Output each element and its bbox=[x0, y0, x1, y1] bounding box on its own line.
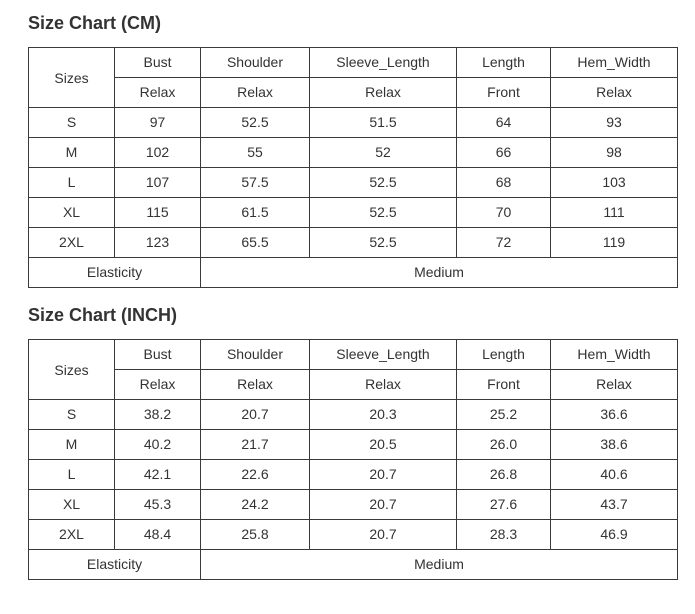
size-chart-inch-table bbox=[28, 339, 678, 580]
size-label-cell: 2XL bbox=[29, 228, 115, 258]
column-subheader: Relax bbox=[201, 78, 310, 108]
measurement-cell: 26.8 bbox=[457, 460, 551, 490]
column-subheader: Relax bbox=[551, 370, 677, 400]
size-label-cell: M bbox=[29, 430, 115, 460]
measurement-cell: 22.6 bbox=[201, 460, 310, 490]
size-chart-cm-table bbox=[28, 47, 678, 288]
measurement-cell: 102 bbox=[115, 138, 201, 168]
measurement-cell: 40.2 bbox=[115, 430, 201, 460]
header-row bbox=[29, 48, 677, 78]
table-row bbox=[29, 520, 677, 550]
measurement-cell: 52.5 bbox=[201, 108, 310, 138]
measurement-cell: 25.8 bbox=[201, 520, 310, 550]
measurement-cell: 42.1 bbox=[115, 460, 201, 490]
measurement-cell: 43.7 bbox=[551, 490, 677, 520]
sizes-header-cell: Sizes bbox=[29, 48, 115, 108]
column-subheader: Front bbox=[457, 78, 551, 108]
size-label-cell: L bbox=[29, 460, 115, 490]
measurement-cell: 27.6 bbox=[457, 490, 551, 520]
measurement-cell: 115 bbox=[115, 198, 201, 228]
measurement-cell: 25.2 bbox=[457, 400, 551, 430]
measurement-cell: 107 bbox=[115, 168, 201, 198]
table-row bbox=[29, 108, 677, 138]
measurement-cell: 51.5 bbox=[310, 108, 457, 138]
measurement-cell: 123 bbox=[115, 228, 201, 258]
column-header: Shoulder bbox=[201, 48, 310, 78]
column-header: Sleeve_Length bbox=[310, 48, 457, 78]
measurement-cell: 20.7 bbox=[310, 460, 457, 490]
elasticity-label-cell: Elasticity bbox=[29, 550, 201, 579]
column-header: Sleeve_Length bbox=[310, 340, 457, 370]
sizes-header-cell: Sizes bbox=[29, 340, 115, 400]
measurement-cell: 57.5 bbox=[201, 168, 310, 198]
size-label-cell: M bbox=[29, 138, 115, 168]
elasticity-row bbox=[29, 258, 677, 287]
subheader-row bbox=[29, 370, 677, 400]
size-label-cell: L bbox=[29, 168, 115, 198]
column-subheader: Front bbox=[457, 370, 551, 400]
elasticity-row bbox=[29, 550, 677, 579]
table-row bbox=[29, 400, 677, 430]
measurement-cell: 48.4 bbox=[115, 520, 201, 550]
column-header: Length bbox=[457, 48, 551, 78]
elasticity-label-cell: Elasticity bbox=[29, 258, 201, 287]
measurement-cell: 46.9 bbox=[551, 520, 677, 550]
size-label-cell: S bbox=[29, 400, 115, 430]
measurement-cell: 64 bbox=[457, 108, 551, 138]
measurement-cell: 52.5 bbox=[310, 198, 457, 228]
measurement-cell: 70 bbox=[457, 198, 551, 228]
measurement-cell: 61.5 bbox=[201, 198, 310, 228]
measurement-cell: 45.3 bbox=[115, 490, 201, 520]
column-subheader: Relax bbox=[310, 78, 457, 108]
measurement-cell: 66 bbox=[457, 138, 551, 168]
measurement-cell: 103 bbox=[551, 168, 677, 198]
measurement-cell: 21.7 bbox=[201, 430, 310, 460]
elasticity-value-cell: Medium bbox=[414, 264, 464, 280]
size-chart-cm-title: Size Chart (CM) bbox=[28, 13, 162, 33]
measurement-cell: 20.3 bbox=[310, 400, 457, 430]
measurement-cell: 93 bbox=[551, 108, 677, 138]
size-chart-inch-title: Size Chart (INCH) bbox=[28, 305, 178, 325]
size-label-cell: 2XL bbox=[29, 520, 115, 550]
measurement-cell: 40.6 bbox=[551, 460, 677, 490]
measurement-cell: 52.5 bbox=[310, 228, 457, 258]
column-header: Bust bbox=[115, 340, 201, 370]
table-row bbox=[29, 430, 677, 460]
measurement-cell: 68 bbox=[457, 168, 551, 198]
column-header: Hem_Width bbox=[551, 340, 677, 370]
table-row bbox=[29, 138, 677, 168]
column-subheader: Relax bbox=[115, 78, 201, 108]
measurement-cell: 20.7 bbox=[310, 490, 457, 520]
measurement-cell: 52 bbox=[310, 138, 457, 168]
table-row bbox=[29, 168, 677, 198]
measurement-cell: 72 bbox=[457, 228, 551, 258]
size-label-cell: S bbox=[29, 108, 115, 138]
measurement-cell: 26.0 bbox=[457, 430, 551, 460]
measurement-cell: 24.2 bbox=[201, 490, 310, 520]
column-header: Hem_Width bbox=[551, 48, 677, 78]
column-header: Shoulder bbox=[201, 340, 310, 370]
measurement-cell: 38.2 bbox=[115, 400, 201, 430]
column-subheader: Relax bbox=[201, 370, 310, 400]
table-row bbox=[29, 490, 677, 520]
measurement-cell: 97 bbox=[115, 108, 201, 138]
measurement-cell: 52.5 bbox=[310, 168, 457, 198]
table-row bbox=[29, 228, 677, 258]
measurement-cell: 98 bbox=[551, 138, 677, 168]
size-label-cell: XL bbox=[29, 198, 115, 228]
header-row bbox=[29, 340, 677, 370]
size-label-cell: XL bbox=[29, 490, 115, 520]
measurement-cell: 65.5 bbox=[201, 228, 310, 258]
measurement-cell: 111 bbox=[551, 198, 677, 228]
column-subheader: Relax bbox=[310, 370, 457, 400]
measurement-cell: 20.7 bbox=[201, 400, 310, 430]
measurement-cell: 119 bbox=[551, 228, 677, 258]
subheader-row bbox=[29, 78, 677, 108]
column-subheader: Relax bbox=[115, 370, 201, 400]
measurement-cell: 55 bbox=[201, 138, 310, 168]
column-header: Bust bbox=[115, 48, 201, 78]
column-subheader: Relax bbox=[551, 78, 677, 108]
measurement-cell: 28.3 bbox=[457, 520, 551, 550]
measurement-cell: 20.5 bbox=[310, 430, 457, 460]
table-row bbox=[29, 460, 677, 490]
elasticity-value-cell: Medium bbox=[414, 556, 464, 572]
table-row bbox=[29, 198, 677, 228]
measurement-cell: 36.6 bbox=[551, 400, 677, 430]
measurement-cell: 38.6 bbox=[551, 430, 677, 460]
measurement-cell: 20.7 bbox=[310, 520, 457, 550]
column-header: Length bbox=[457, 340, 551, 370]
